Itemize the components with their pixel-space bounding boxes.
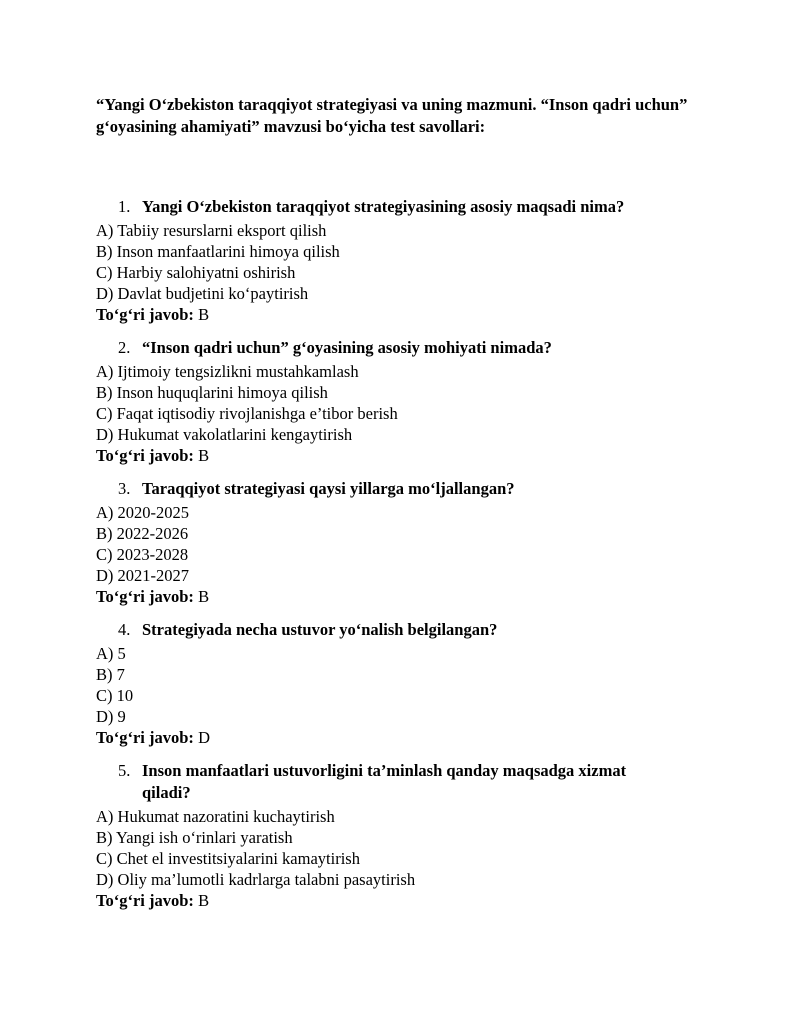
question-number: 3. <box>118 479 131 498</box>
correct-answer-line <box>96 727 704 748</box>
correct-answer-label: To‘g‘ri javob: <box>96 446 194 465</box>
answer-option: B) Inson manfaatlarini himoya qilish <box>96 242 340 261</box>
answer-option: D) Hukumat vakolatlarini kengaytirish <box>96 425 353 444</box>
question-list <box>96 196 704 911</box>
correct-answer-value: B <box>198 305 210 324</box>
answer-option: C) Chet el investitsiyalarini kamaytirish <box>96 849 360 868</box>
question-text: Yangi O‘zbekiston taraqqiyot strategiyasining asosiy maqsadi nima? <box>142 197 625 216</box>
question-item <box>96 196 704 325</box>
answer-option: B) Yangi ish o‘rinlari yaratish <box>96 828 293 847</box>
answer-option: B) 7 <box>96 665 125 684</box>
question-text: Taraqqiyot strategiyasi qaysi yillarga mo‘ljallangan? <box>142 479 515 498</box>
answer-option: A) Tabiiy resurslarni eksport qilish <box>96 221 327 240</box>
correct-answer-line <box>96 586 704 607</box>
question-number: 5. <box>118 761 131 780</box>
answer-option: C) 2023-2028 <box>96 545 189 564</box>
document-title: “Yangi O‘zbekiston taraqqiyot strategiyasi va uning mazmuni. “Inson qadri uchun” g‘oyasining ahamiyati” mavzusi bo‘yicha test savollari: <box>96 95 688 136</box>
answer-option: A) Ijtimoiy tengsizlikni mustahkamlash <box>96 362 359 381</box>
question-item <box>96 337 704 466</box>
correct-answer-label: To‘g‘ri javob: <box>96 305 194 324</box>
answer-option: A) Hukumat nazoratini kuchaytirish <box>96 807 335 826</box>
question-heading <box>96 619 704 641</box>
question-heading <box>96 760 704 804</box>
correct-answer-value: D <box>198 728 210 747</box>
answer-option: A) 2020-2025 <box>96 503 190 522</box>
correct-answer-label: To‘g‘ri javob: <box>96 891 194 910</box>
answer-option: D) 2021-2027 <box>96 566 190 585</box>
correct-answer-line <box>96 445 704 466</box>
answer-option: B) 2022-2026 <box>96 524 189 543</box>
answer-option: D) Oliy ma’lumotli kadrlarga talabni pasaytirish <box>96 870 416 889</box>
question-heading <box>96 478 704 500</box>
correct-answer-value: B <box>198 446 210 465</box>
question-heading <box>96 196 704 218</box>
answer-option: C) 10 <box>96 686 134 705</box>
answer-option: D) 9 <box>96 707 126 726</box>
correct-answer-value: B <box>198 891 210 910</box>
correct-answer-label: To‘g‘ri javob: <box>96 728 194 747</box>
question-text: Inson manfaatlari ustuvorligini ta’minlash qanday maqsadga xizmat qiladi? <box>142 761 627 802</box>
answer-option: B) Inson huquqlarini himoya qilish <box>96 383 328 402</box>
answer-option: C) Faqat iqtisodiy rivojlanishga e’tibor berish <box>96 404 398 423</box>
question-item <box>96 760 704 911</box>
answer-option: C) Harbiy salohiyatni oshirish <box>96 263 296 282</box>
answer-option: A) 5 <box>96 644 126 663</box>
question-number: 1. <box>118 197 131 216</box>
question-number: 4. <box>118 620 131 639</box>
question-text: Strategiyada necha ustuvor yo‘nalish belgilangan? <box>142 620 498 639</box>
question-item <box>96 478 704 607</box>
question-text: “Inson qadri uchun” g‘oyasining asosiy mohiyati nimada? <box>142 338 552 357</box>
question-item <box>96 619 704 748</box>
correct-answer-line <box>96 304 704 325</box>
question-number: 2. <box>118 338 131 357</box>
answer-option: D) Davlat budjetini ko‘paytirish <box>96 284 309 303</box>
correct-answer-line <box>96 890 704 911</box>
question-heading <box>96 337 704 359</box>
correct-answer-value: B <box>198 587 210 606</box>
correct-answer-label: To‘g‘ri javob: <box>96 587 194 606</box>
